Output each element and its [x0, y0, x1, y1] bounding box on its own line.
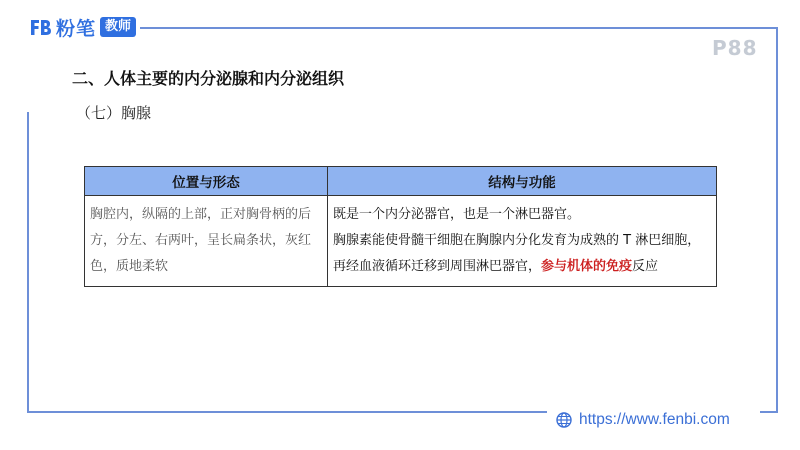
logo-text: 粉笔: [56, 17, 97, 40]
table-row: [85, 196, 717, 287]
footer-url-text: https://www.fenbi.com: [579, 411, 730, 428]
frame-line-top: [140, 27, 777, 29]
function-tail-text: 反应: [632, 259, 659, 274]
function-highlight: 参与机体的免疫: [541, 259, 633, 274]
footer-url[interactable]: [556, 411, 730, 429]
fb-logo-icon: [30, 17, 52, 37]
globe-icon: [556, 412, 572, 428]
fenbi-logo: [30, 14, 136, 40]
subsection-heading: （七）胸腺: [76, 104, 152, 122]
header-function: 结构与功能: [328, 167, 717, 196]
function-cell: [328, 196, 717, 287]
frame-line-bottom-right: [760, 411, 778, 413]
table-header-row: [85, 167, 717, 196]
logo-badge: 教师: [100, 17, 136, 37]
frame-line-left: [27, 112, 29, 412]
page-number: P88: [712, 36, 758, 60]
frame-line-right: [776, 27, 778, 412]
thymus-table: [84, 166, 717, 287]
frame-line-bottom: [27, 411, 547, 413]
function-line-1: 既是一个内分泌器官，也是一个淋巴器官。: [333, 207, 581, 222]
location-cell: 胸腔内，纵隔的上部，正对胸骨柄的后方，分左、右两叶，呈长扁条状，灰红色，质地柔软: [85, 196, 328, 287]
function-line-2: [333, 228, 712, 280]
function-body-text: 胸腺素能使骨髓干细胞在胸腺内分化发育为成熟的 T 淋巴细胞，再经血液循环迁移到周围淋巴器官，: [333, 233, 701, 274]
header-location: 位置与形态: [85, 167, 328, 196]
section-heading: 二、人体主要的内分泌腺和内分泌组织: [72, 69, 345, 88]
